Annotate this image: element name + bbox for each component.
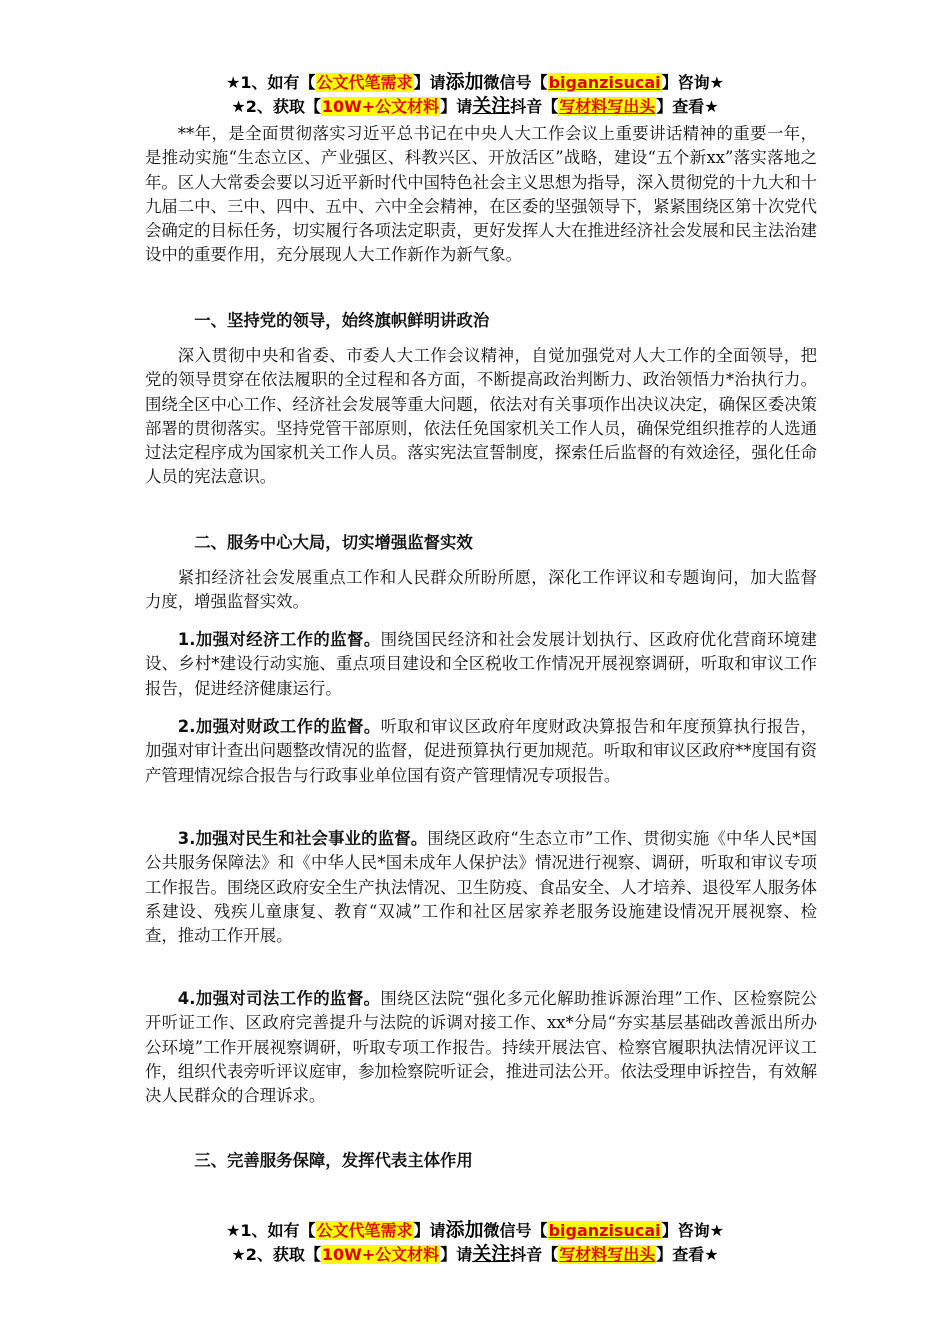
section-heading: 三、完善服务保障，发挥代表主体作用 xyxy=(194,1151,473,1170)
section-heading: 一、坚持党的领导，始终旗帜鲜明讲政治 xyxy=(194,311,490,330)
promo-line-1-footer xyxy=(0,1218,950,1243)
list-item xyxy=(145,987,817,1108)
item-title: 3.加强对民生和社会事业的监督。 xyxy=(177,829,428,848)
promo-line-2 xyxy=(0,94,950,119)
section-paragraph: 紧扣经济社会发展重点工作和人民群众所盼所愿，深化工作评议和专题询问，加大监督力度，增强监督实效。 xyxy=(145,568,817,612)
item-text: 围绕区政府“生态立市”工作、贯彻实施《中华人民*国公共服务保障法》和《中华人民*国未成年人保护法》情况进行视察、调研，听取和审议专项工作报告。围绕区政府安全生产执法情况、卫生防疫、食品安全、人才培养、退役军人服务体系建设、残疾儿童康复、教育“双减”工作和社区居家养老服务设施建设情况开展视察、检查，推动工作开展。 xyxy=(145,829,818,946)
promo-douyin-id: 写材料写出头 xyxy=(559,97,656,116)
promo-text: ★2、获取【 xyxy=(231,97,321,116)
item-title: 1.加强对经济工作的监督。 xyxy=(177,630,381,649)
promo-emphasis: 添加 xyxy=(445,71,484,93)
promo-text: 】查看★ xyxy=(656,97,719,116)
item-text: 围绕国民经济和社会发展计划执行、区政府优化营商环境建设、乡村*建设行动实施、重点项目建设和全区税收工作情况开展视察调研，听取和审议工作报告，促进经济健康运行。 xyxy=(145,630,817,698)
promo-emphasis: 关注 xyxy=(472,1243,511,1265)
list-item xyxy=(145,715,817,788)
section-paragraph: 深入贯彻中央和省委、市委人大工作会议精神，自觉加强党对人大工作的全面领导，把党的领导贯穿在依法履职的全过程和各方面，不断提高政治判断力、政治领悟力*治执行力。围绕全区中心工作、经济社会发展等重大问题，依法对有关事项作出决议决定，确保区委决策部署的贯彻落实。坚持党管干部原则，依法任免国家机关工作人员，确保党组织推荐的人选通过法定程序成为国家机关工作人员。落实宪法宣誓制度，探索任后监督的有效途径，强化任命人员的宪法意识。 xyxy=(145,346,818,487)
promo-text: 】请 xyxy=(413,1221,446,1240)
promo-douyin-id: 写材料写出头 xyxy=(559,1245,656,1264)
promo-text: 微信号【 xyxy=(483,73,548,92)
promo-text: 】请 xyxy=(413,73,446,92)
promo-emphasis: 添加 xyxy=(445,1219,484,1241)
promo-wechat-id: biganzisucai xyxy=(548,1221,661,1240)
promo-line-2-footer xyxy=(0,1242,950,1267)
promo-text: 】咨询★ xyxy=(661,73,724,92)
promo-text: 】请 xyxy=(440,1245,473,1264)
section-heading: 二、服务中心大局，切实增强监督实效 xyxy=(194,533,473,552)
promo-text: ★1、如有【 xyxy=(226,73,316,92)
promo-text: ★1、如有【 xyxy=(226,1221,316,1240)
promo-highlight: 10W+公文材料 xyxy=(321,97,440,116)
promo-text: 】查看★ xyxy=(656,1245,719,1264)
promo-text: 】请 xyxy=(440,97,473,116)
item-title: 4.加强对司法工作的监督。 xyxy=(177,989,381,1008)
item-title: 2.加强对财政工作的监督。 xyxy=(177,717,381,736)
intro-paragraph: **年，是全面贯彻落实习近平总书记在中央人大工作会议上重要讲话精神的重要一年，是推动实施“生态立区、产业强区、科教兴区、开放活区”战略，建设“五个新xx”落实落地之年。区人大常委会要以习近平新时代中国特色社会主义思想为指导，深入贯彻党的十九大和十九届二中、三中、四中、五中、六中全会精神，在区委的坚强领导下，紧紧围绕区第十次党代会确定的目标任务，切实履行各项法定职责，更好发挥人大在推进经济社会发展和民主法治建设中的重要作用，充分展现人大工作新作为新气象。 xyxy=(145,124,818,265)
promo-text: 微信号【 xyxy=(483,1221,548,1240)
promo-line-1 xyxy=(0,70,950,95)
promo-text: ★2、获取【 xyxy=(231,1245,321,1264)
promo-text: 】咨询★ xyxy=(661,1221,724,1240)
list-item xyxy=(145,827,817,948)
item-text: 围绕区法院“强化多元化解助推诉源治理”工作、区检察院公开听证工作、区政府完善提升与法院的诉调对接工作、xx*分局“夯实基层基础改善派出所办公环境”工作开展视察调研，听取专项工作报告。持续开展法官、检察官履职执法情况评议工作，组织代表旁听评议庭审，参加检察院听证会，推进司法公开。依法受理申诉控告，有效解决人民群众的合理诉求。 xyxy=(145,989,818,1106)
promo-highlight: 公文代笔需求 xyxy=(316,73,413,92)
list-item xyxy=(145,628,817,701)
promo-highlight: 公文代笔需求 xyxy=(316,1221,413,1240)
promo-text: 抖音【 xyxy=(510,97,559,116)
promo-wechat-id: biganzisucai xyxy=(548,73,661,92)
promo-emphasis: 关注 xyxy=(472,95,511,117)
promo-highlight: 10W+公文材料 xyxy=(321,1245,440,1264)
item-text: 听取和审议区政府年度财政决算报告和年度预算执行报告，加强对审计查出问题整改情况的监督，促进预算执行更加规范。听取和审议区政府**度国有资产管理情况综合报告与行政事业单位国有资产管理情况专项报告。 xyxy=(145,717,818,785)
promo-text: 抖音【 xyxy=(510,1245,559,1264)
